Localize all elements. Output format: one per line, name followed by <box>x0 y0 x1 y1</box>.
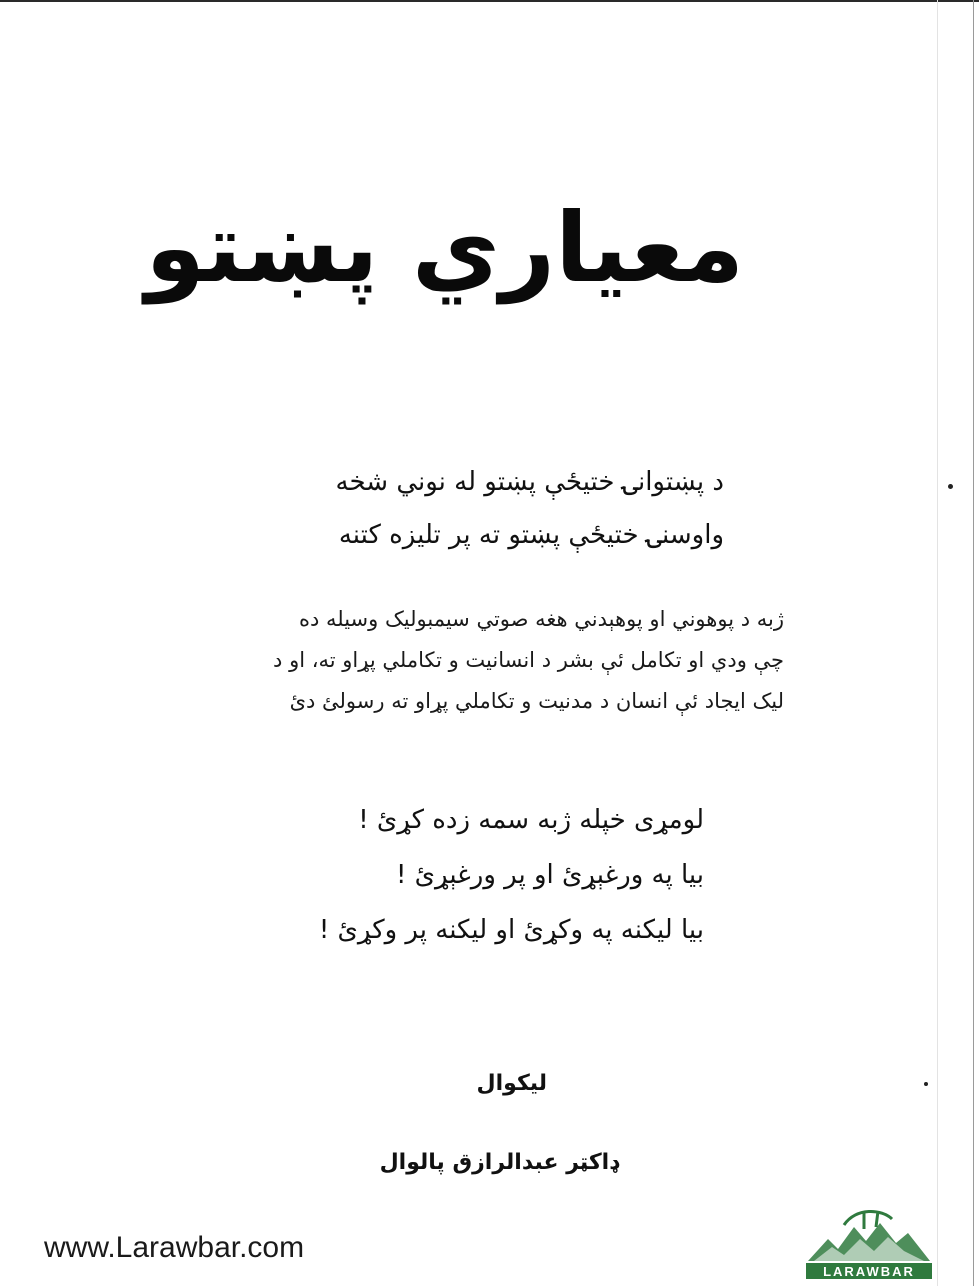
scan-speck <box>924 1082 928 1086</box>
poem-line-1: لومړی خپله ژبه سمه زده کړئ ! <box>358 805 704 835</box>
logo-wordmark: LARAWBAR <box>823 1264 915 1279</box>
author-label: لیکوال <box>476 1071 547 1096</box>
larawbar-logo <box>804 1205 934 1281</box>
website-url: www.Larawbar.com <box>44 1231 305 1264</box>
book-title: معیاري پښتو <box>145 192 744 304</box>
author-name: ډاکټر عبدالرازق پالوال <box>379 1150 619 1175</box>
poem-line-3: بیا لیکنه په وکړئ او لیکنه پر وکړئ ! <box>318 915 704 945</box>
subtitle-line-2: واوسنۍ ختیځې پښتو ته پر تلیزه کتنه <box>338 520 724 550</box>
scan-edge-right <box>973 0 974 1286</box>
paragraph-line-2: چې ودي او تکامل ئې بشر د انسانیت و تکاملي پړاو ته، او د <box>273 648 784 672</box>
subtitle-line-1: د پښتوانۍ ختیځې پښتو له نوني شخه <box>335 467 724 497</box>
scan-edge-top <box>0 0 979 2</box>
paragraph-line-3: لیک ایجاد ئې انسان د مدنیت و تکاملي پړاو ته رسولئ دئ <box>289 689 784 713</box>
scan-speck <box>948 484 953 489</box>
poem-line-2: بیا په ورغېړئ او پر ورغېړئ ! <box>395 860 704 890</box>
paragraph-line-1: ژبه د پوهوني او پوهېدني هغه صوتي سیمبولیک وسیله ده <box>298 607 784 631</box>
scan-edge-inner-right <box>937 0 938 1286</box>
